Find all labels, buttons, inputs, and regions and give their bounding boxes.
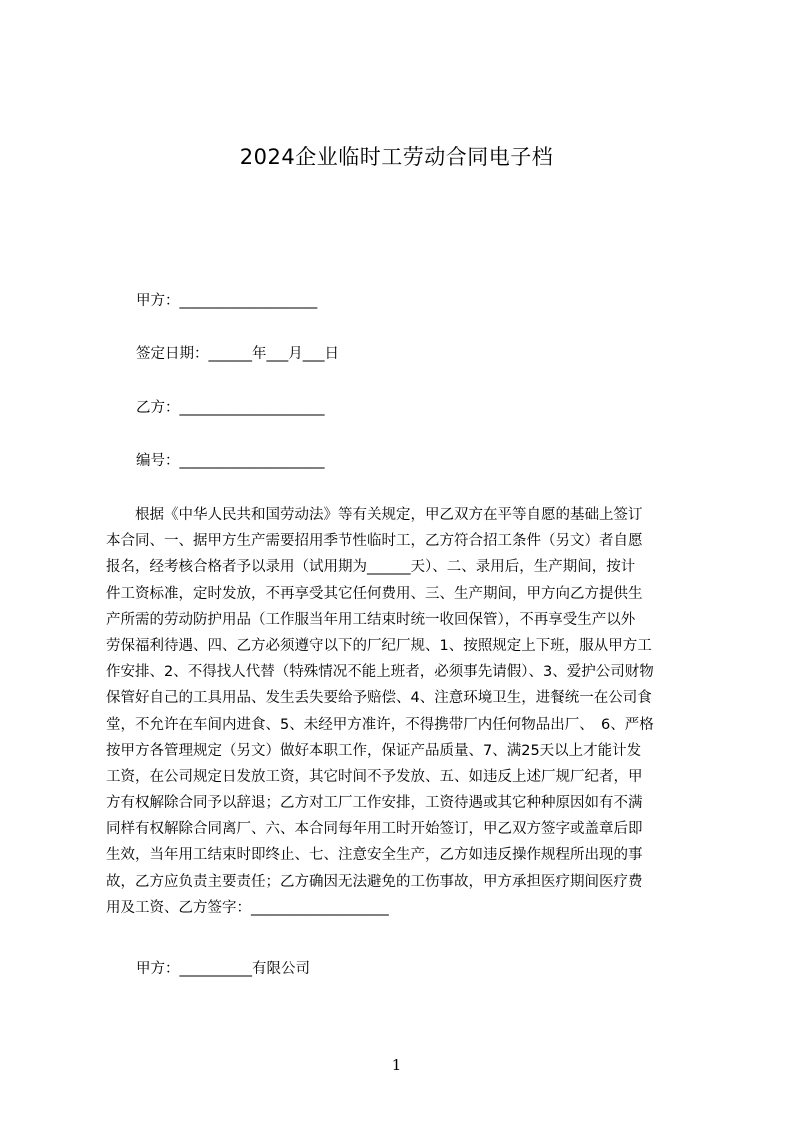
party-b-field: 乙方：____________________ [136,400,325,416]
body-line: 按甲方各管理规定（另文）做好本职工作，保证产品质量、7、满25天以上才能计发 [106,742,642,759]
body-line: 堂，不允许在车间内进食、5、未经甲方准许，不得携带厂内任何物品出厂、 6、严格 [106,716,654,733]
sign-date-field: 签定日期：______年___月___日 [136,346,339,362]
page-number: 1 [391,1056,402,1074]
body-line: 方有权解除合同予以辞退；乙方对工厂工作安排，工资待遇或其它种种原因如有不满 [106,795,643,812]
body-line: 工资，在公司规定日发放工资，其它时间不予发放、五、如违反上述厂规厂纪者，甲 [106,768,643,785]
body-line: 故，乙方应负责主要责任；乙方确因无法避免的工伤事故，甲方承担医疗期间医疗费 [106,873,643,890]
body-line: 产所需的劳动防护用品（工作服当年用工结束时统一收回保管），不再享受生产以外 [106,611,636,628]
body-line: 保管好自己的工具用品、发生丢失要给予赔偿、4、注意环境卫生，进餐统一在公司食 [106,690,652,707]
party-a-company-field: 甲方：__________有限公司 [136,961,310,977]
document-title: 2024企业临时工劳动合同电子档 [239,145,554,169]
body-line: 生效，当年用工结束时即终止、七、注意安全生产，乙方如违反操作规程所出现的事 [106,847,643,864]
body-line: 同样有权解除合同离厂、六、本合同每年用工时开始签订，甲乙双方签字或盖章后即 [106,821,643,838]
body-line: 根据《中华人民共和国劳动法》等有关规定，甲乙双方在平等自愿的基础上签订 [106,507,643,523]
contract-body [106,502,700,921]
party-a-field: 甲方：___________________ [136,293,318,309]
body-line: 件工资标准，定时发放，不再享受其它任何费用、三、生产期间，甲方向乙方提供生 [106,585,643,602]
serial-number-field: 编号：____________________ [136,453,325,469]
body-line: 用及工资、乙方签字：___________________ [106,899,389,916]
body-line: 作安排、2、不得找人代替（特殊情况不能上班者，必须事先请假）、3、爱护公司财物 [106,664,654,681]
body-line: 劳保福利待遇、四、乙方必须遵守以下的厂纪厂规、1、按照规定上下班，服从甲方工 [106,637,652,654]
body-line: 本合同、一、据甲方生产需要招用季节性临时工，乙方符合招工条件（另文）者自愿 [106,533,643,550]
body-line: 报名，经考核合格者予以录用（试用期为______天）、二、录用后，生产期间，按计 [106,559,636,576]
